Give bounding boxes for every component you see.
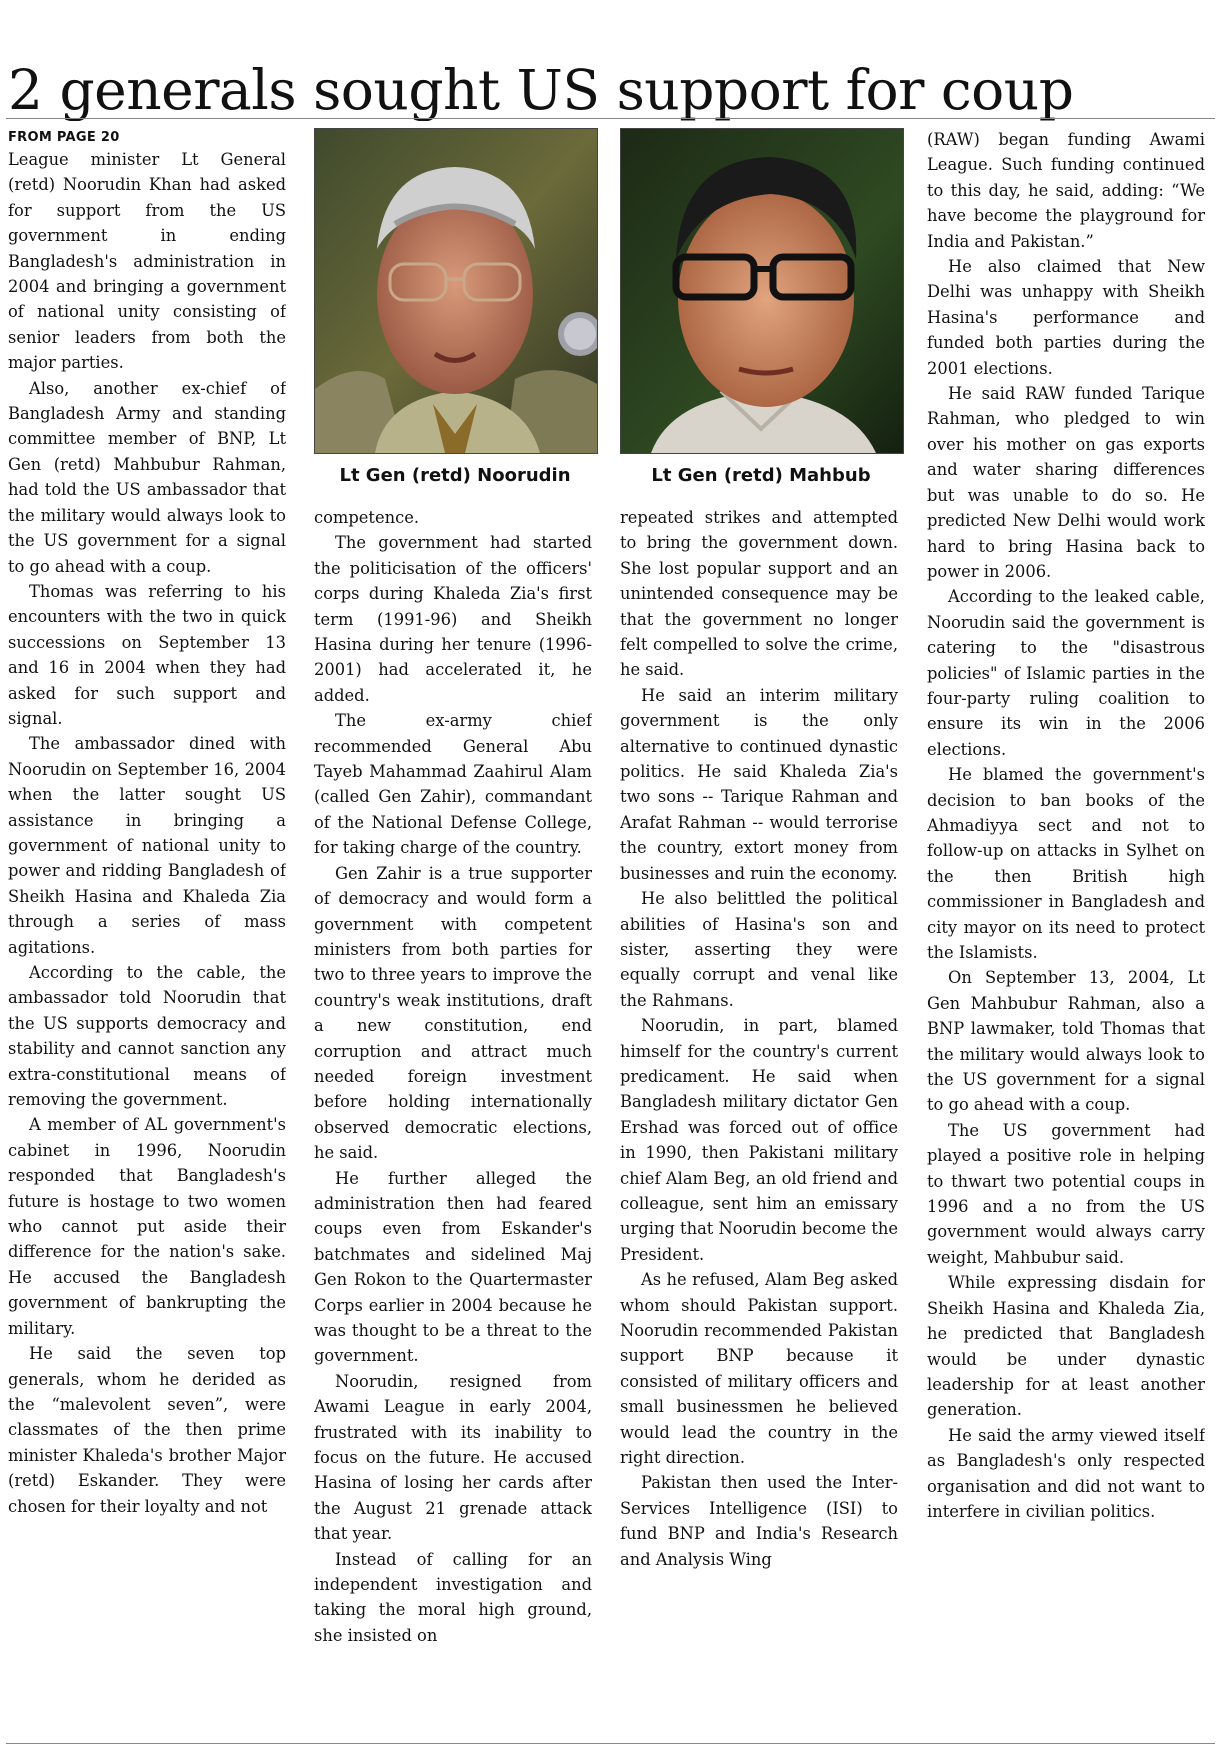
paragraph: Pakistan then used the Inter-Services Intelligence (ISI) to fund BNP and India's Research and Analysis Wing [620, 1473, 898, 1569]
paragraph: He also belittled the political abilities of Hasina's son and sister, asserting they were equally corrupt and venal like the Rahmans. [620, 889, 898, 1010]
headline-rule [6, 118, 1215, 119]
kicker: FROM PAGE 20 [8, 130, 120, 145]
portrait-image [621, 129, 903, 453]
paragraph: Gen Zahir is a true supporter of democracy and would form a government with competent ministers from both parties for two to three years to improve the country's weak institutions, draft a new constitution, end corruption and attract much needed foreign investment before holding internationally observed democratic elections, he said. [314, 863, 592, 1163]
paragraph: Also, another ex-chief of Bangladesh Army and standing committee member of BNP, Lt Gen (retd) Mahbubur Rahman, had told the US ambassador that the military would always look to the US government for a signal to go ahead with a coup. [8, 378, 286, 576]
paragraph: The ambassador dined with Noorudin on September 16, 2004 when the latter sought US assistance in bringing a government of national unity to power and ridding Bangladesh of Sheikh Hasina and Khaleda Zia through a series of mass agitations. [8, 734, 286, 957]
paragraph: He said the seven top generals, whom he derided as the “malevolent seven”, were classmates of the then prime minister Khaleda's brother Major (retd) Eskander. They were chosen for their loyalty and not [8, 1344, 286, 1516]
paragraph: Thomas was referring to his encounters with the two in quick successions on September 13 and 16 in 2004 when they had asked for such support and signal. [8, 581, 286, 728]
paragraph: Noorudin, in part, blamed himself for the country's current predicament. He said when Bangladesh military dictator Gen Ershad was forced out of office in 1990, then Pakistani military chief Alam Beg, an old friend and colleague, sent him an emissary urging that Noorudin become the President. [620, 1016, 898, 1264]
paragraph: The ex-army chief recommended General Abu Tayeb Mahammad Zaahirul Alam (called Gen Zahir), commandant of the National Defense College, for taking charge of the country. [314, 711, 592, 858]
paragraph: He said an interim military government is the only alternative to continued dynastic politics. He said Khaleda Zia's two sons -- Tarique Rahman and Arafat Rahman -- would terrorise the country, extort money from businesses and ruin the economy. [620, 685, 898, 883]
paragraph: repeated strikes and attempted to bring the government down. She lost popular support and an unintended consequence may be that the government no longer felt compelled to solve the crime, he said. [620, 508, 898, 680]
paragraph: The government had started the politicisation of the officers' corps during Khaleda Zia's first term (1991-96) and Sheikh Hasina during her tenure (1996-2001) had accelerated it, he added. [314, 533, 592, 705]
article-column-3 [620, 505, 898, 1737]
paragraph: Noorudin, resigned from Awami League in early 2004, frustrated with its inability to focus on the future. He accused Hasina of losing her cards after the August 21 grenade attack that year. [314, 1371, 592, 1544]
photo-caption-mahbub: Lt Gen (retd) Mahbub [651, 465, 871, 486]
photo-noorudin [314, 128, 598, 454]
paragraph: According to the leaked cable, Noorudin said the government is catering to the "disastrous policies" of Islamic parties in the four-party ruling coalition to ensure its win in the 2006 elections. [927, 587, 1205, 759]
paragraph: The US government had played a positive role in helping to thwart two potential coups in 1996 and a no from the US government would always carry weight, Mahbubur said. [927, 1120, 1205, 1267]
paragraph: According to the cable, the ambassador told Noorudin that the US supports democracy and stability and cannot sanction any extra-constitutional means of removing the government. [8, 963, 286, 1110]
paragraph: Instead of calling for an independent investigation and taking the moral high ground, she insisted on [314, 1549, 592, 1645]
paragraph: He said RAW funded Tarique Rahman, who pledged to win over his mother on gas exports and water sharing differences but was unable to do so. He predicted New Delhi would work hard to bring Hasina back to power in 2006. [927, 384, 1205, 581]
paragraph: He said the army viewed itself as Bangladesh's only respected organisation and did not want to interfere in civilian politics. [927, 1425, 1205, 1521]
paragraph: On September 13, 2004, Lt Gen Mahbubur Rahman, also a BNP lawmaker, told Thomas that the military would always look to the US government for a signal to go ahead with a coup. [927, 968, 1205, 1115]
paragraph: competence. [314, 508, 420, 527]
paragraph: League minister Lt General (retd) Noorudin Khan had asked for support from the US government in ending Bangladesh's administration in 2004 and bringing a government of national unity consisting of senior leaders from both the major parties. [8, 150, 286, 373]
photo-mahbub [620, 128, 904, 454]
paragraph: While expressing disdain for Sheikh Hasina and Khaleda Zia, he predicted that Bangladesh would be under dynastic leadership for at least another generation. [927, 1273, 1205, 1420]
paragraph: He further alleged the administration then had feared coups even from Eskander's batchmates and sidelined Maj Gen Rokon to the Quartermaster Corps earlier in 2004 because he was thought to be a threat to the government. [314, 1168, 592, 1366]
paragraph: As he refused, Alam Beg asked whom should Pakistan support. Noorudin recommended Pakistan support BNP because it consisted of military officers and small businessmen he believed would lead the country in the right direction. [620, 1270, 898, 1468]
headline: 2 generals sought US support for coup [8, 58, 1074, 121]
bottom-rule [6, 1743, 1215, 1744]
article-column-1 [8, 127, 286, 1737]
photo-caption-noorudin: Lt Gen (retd) Noorudin [339, 465, 571, 486]
paragraph: He also claimed that New Delhi was unhappy with Sheikh Hasina's performance and funded both parties during the 2001 elections. [927, 257, 1205, 378]
paragraph: He blamed the government's decision to ban books of the Ahmadiyya sect and not to follow-up on attacks in Sylhet on the then British high commissioner in Bangladesh and city mayor on its need to protect the Islamists. [927, 765, 1205, 962]
paragraph: A member of AL government's cabinet in 1996, Noorudin responded that Bangladesh's future is hostage to two women who cannot put aside their difference for the nation's sake. He accused the Bangladesh government of bankrupting the military. [8, 1115, 286, 1338]
portrait-image [315, 129, 597, 453]
article-column-2 [314, 505, 592, 1737]
article-column-4 [927, 127, 1205, 1737]
paragraph: (RAW) began funding Awami League. Such funding continued to this day, he said, adding: “We have become the playground for India and Pakistan.” [927, 130, 1205, 251]
